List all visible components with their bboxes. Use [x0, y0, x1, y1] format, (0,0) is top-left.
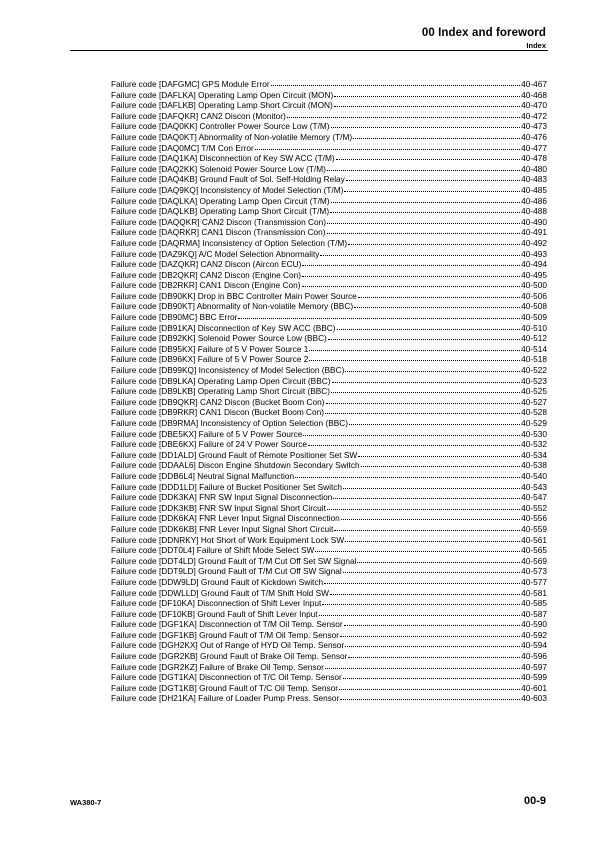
entry-title: Failure code [DAQ0KT] Abnormality of Non-volatile Memory (T/M) — [111, 131, 353, 142]
index-entry[interactable] — [111, 100, 547, 111]
entry-title: Failure code [DDK6KA] FNR Lever Input Signal Disconnection — [111, 513, 340, 524]
entry-title: Failure code [DDAAL6] Discon Engine Shutdown Secondary Switch — [111, 460, 360, 471]
dot-leader — [358, 297, 520, 298]
entry-page: 40-470 — [521, 100, 547, 111]
entry-page: 40-508 — [521, 301, 547, 312]
dot-leader — [325, 413, 520, 414]
entry-title: Failure code [DAQQKR] CAN2 Discon (Transmission Con) — [111, 216, 327, 227]
dot-leader — [302, 286, 521, 287]
entry-page: 40-556 — [521, 513, 547, 524]
entry-page: 40-488 — [521, 206, 547, 217]
entry-title: Failure code [DDK6KB] FNR Lever Input Signal Short Circuit — [111, 523, 334, 534]
entry-title: Failure code [DB9LKB] Operating Lamp Short Circuit (BBC) — [111, 386, 331, 397]
header-divider — [70, 50, 548, 51]
entry-page: 40-468 — [521, 89, 547, 100]
entry-title: Failure code [DAQ0KK] Controller Power Source Low (T/M) — [111, 121, 330, 132]
entry-page: 40-561 — [521, 534, 547, 545]
entry-page: 40-528 — [521, 407, 547, 418]
entry-page: 40-485 — [521, 184, 547, 195]
dot-leader — [348, 657, 520, 658]
dot-leader — [343, 678, 520, 679]
index-entry[interactable] — [111, 259, 547, 270]
entry-page: 40-532 — [521, 439, 547, 450]
index-entry[interactable] — [111, 672, 547, 683]
entry-title: Failure code [DAZQKR] CAN2 Discon (Aircon ECU) — [111, 259, 302, 270]
dot-leader — [320, 255, 520, 256]
entry-page: 40-596 — [521, 651, 547, 662]
entry-title: Failure code [DAQRMA] Inconsistency of Option Selection (T/M) — [111, 237, 348, 248]
entry-title: Failure code [DDT0L4] Failure of Shift Mode Select SW — [111, 545, 315, 556]
entry-title: Failure code [DAFLKB] Operating Lamp Short Circuit (MON) — [111, 100, 333, 111]
entry-page: 40-491 — [521, 227, 547, 238]
entry-title: Failure code [DAQ4KB] Ground Fault of Sol. Self-Holding Relay — [111, 174, 345, 185]
index-entry[interactable] — [111, 143, 547, 154]
entry-title: Failure code [DAFLKA] Operating Lamp Open Circuit (MON) — [111, 89, 334, 100]
index-entry[interactable] — [111, 79, 547, 90]
entry-title: Failure code [DH21KA] Failure of Loader Pump Press. Sensor — [111, 693, 340, 704]
entry-title: Failure code [DDB6L4] Neutral Signal Malfunction — [111, 470, 295, 481]
dot-leader — [340, 636, 520, 637]
entry-title: Failure code [DDK3KB] FNR SW Input Signal Short Circuit — [111, 502, 326, 513]
dot-leader — [327, 170, 520, 171]
entry-page: 40-492 — [521, 237, 547, 248]
entry-page: 40-527 — [521, 396, 547, 407]
entry-title: Failure code [DB99KQ] Inconsistency of Model Selection (BBC) — [111, 365, 345, 376]
entry-page: 40-592 — [521, 629, 547, 640]
entry-title: Failure code [DDD1LD] Failure of Bucket Positioner Set Switch — [111, 481, 343, 492]
entry-title: Failure code [DB90MC] BBC Error — [111, 312, 238, 323]
dot-leader — [255, 149, 520, 150]
index-entry[interactable] — [111, 619, 547, 630]
dot-leader — [319, 615, 521, 616]
entry-page: 40-590 — [521, 619, 547, 630]
index-entry[interactable] — [111, 174, 547, 185]
entry-title: Failure code [DB2QKR] CAN2 Discon (Engine Con) — [111, 269, 301, 280]
entry-title: Failure code [DAFQKR] CAN2 Discon (Monitor) — [111, 110, 286, 121]
dot-leader — [340, 699, 520, 700]
index-entry[interactable] — [111, 227, 547, 238]
entry-page: 40-480 — [521, 163, 547, 174]
entry-page: 40-599 — [521, 672, 547, 683]
entry-title: Failure code [DGH2KX] Out of Range of HYD Oil Temp. Sensor — [111, 640, 345, 651]
entry-page: 40-506 — [521, 290, 547, 301]
dot-leader — [339, 689, 520, 690]
index-entry[interactable] — [111, 588, 547, 599]
index-entry[interactable] — [111, 556, 547, 567]
entry-title: Failure code [DDWLLD] Ground Fault of T/M Shift Hold SW — [111, 587, 329, 598]
dot-leader — [322, 604, 520, 605]
entry-page: 40-534 — [521, 449, 547, 460]
dot-leader — [353, 138, 520, 139]
entry-page: 40-500 — [521, 280, 547, 291]
entry-page: 40-477 — [521, 142, 547, 153]
index-entry[interactable] — [111, 662, 547, 673]
entry-title: Failure code [DB9QKR] CAN2 Discon (Bucket Boom Con) — [111, 396, 325, 407]
index-entry[interactable] — [111, 111, 547, 122]
entry-page: 40-559 — [521, 523, 547, 534]
entry-page: 40-522 — [521, 365, 547, 376]
index-entry[interactable] — [111, 206, 547, 217]
entry-title: Failure code [DGF1KA] Disconnection of T/M Oil Temp. Sensor — [111, 619, 343, 630]
entry-page: 40-473 — [521, 121, 547, 132]
entry-page: 40-601 — [521, 682, 547, 693]
entry-title: Failure code [DAQLKB] Operating Lamp Short Circuit (T/M) — [111, 206, 330, 217]
index-entry[interactable] — [111, 249, 547, 260]
index-entry[interactable] — [111, 598, 547, 609]
index-entry[interactable] — [111, 217, 547, 228]
entry-title: Failure code [DB95KX] Failure of 5 V Power Source 1 — [111, 343, 309, 354]
index-entry[interactable] — [111, 566, 547, 577]
entry-page: 40-518 — [521, 354, 547, 365]
dot-leader — [287, 117, 520, 118]
entry-page: 40-486 — [521, 195, 547, 206]
dot-leader — [324, 583, 520, 584]
index-entry[interactable] — [111, 683, 547, 694]
entry-page: 40-587 — [521, 608, 547, 619]
dot-leader — [302, 265, 520, 266]
index-entry[interactable] — [111, 439, 547, 450]
index-entry[interactable] — [111, 471, 547, 482]
index-entry[interactable] — [111, 121, 547, 132]
entry-title: Failure code [DBE5KX] Failure of 5 V Power Source — [111, 428, 303, 439]
entry-page: 40-483 — [521, 174, 547, 185]
entry-page: 40-594 — [521, 640, 547, 651]
index-entry[interactable] — [111, 407, 547, 418]
entry-page: 40-581 — [521, 587, 547, 598]
entry-title: Failure code [DF10KB] Ground Fault of Shift Lever Input — [111, 608, 318, 619]
entry-page: 40-529 — [521, 418, 547, 428]
dot-leader — [302, 276, 520, 277]
index-entry[interactable] — [111, 185, 547, 196]
dot-leader — [334, 96, 520, 97]
index-entry[interactable] — [111, 354, 547, 365]
entry-page: 40-538 — [521, 460, 547, 471]
dot-leader — [348, 244, 520, 245]
dot-leader — [327, 233, 521, 234]
dot-leader — [358, 456, 520, 457]
entry-page: 40-509 — [521, 312, 547, 323]
entry-title: Failure code [DAZ9KQ] A/C Model Selection Abnormality — [111, 248, 320, 259]
index-entry[interactable] — [111, 418, 547, 429]
dot-leader — [326, 403, 521, 404]
index-entry[interactable] — [111, 577, 547, 588]
entry-title: Failure code [DGF1KB] Ground Fault of T/M Oil Temp. Sensor — [111, 629, 339, 640]
dot-leader — [308, 445, 520, 446]
dot-leader — [330, 212, 520, 213]
index-entry[interactable] — [111, 301, 547, 312]
entry-page: 40-525 — [521, 386, 547, 397]
index-entry[interactable] — [111, 323, 547, 334]
entry-title: Failure code [DB96KX] Failure of 5 V Power Source 2 — [111, 354, 309, 365]
entry-title: Failure code [DAQ1KA] Disconnection of Key SW ACC (T/M) — [111, 153, 335, 164]
section-subtitle: Index — [526, 41, 546, 50]
index-entry[interactable] — [111, 291, 547, 302]
entry-page: 40-573 — [521, 566, 547, 577]
dot-leader — [346, 180, 520, 181]
entry-title: Failure code [DB92KK] Solenoid Power Source Low (BBC) — [111, 333, 327, 344]
entry-page: 40-467 — [521, 79, 547, 89]
entry-title: Failure code [DF10KA] Disconnection of Shift Lever Input — [111, 598, 322, 609]
index-entry[interactable] — [111, 545, 547, 556]
entry-title: Failure code [DAQ2KK] Solenoid Power Source Low (T/M) — [111, 163, 326, 174]
index-entry[interactable] — [111, 196, 547, 207]
entry-title: Failure code [DGR2KZ] Failure of Brake Oil Temp. Sensor — [111, 661, 324, 672]
dot-leader — [345, 371, 520, 372]
entry-title: Failure code [DB90KT] Abnormality of Non-volatile Memory (BBC) — [111, 301, 354, 312]
model-label: WA380-7 — [70, 798, 102, 807]
entry-title: Failure code [DGT1KA] Disconnection of T/C Oil Temp. Sensor — [111, 672, 342, 683]
dot-leader — [334, 530, 520, 531]
dot-leader — [238, 318, 520, 319]
dot-leader — [333, 498, 520, 499]
entry-page: 40-543 — [521, 481, 547, 492]
index-entry[interactable] — [111, 132, 547, 143]
dot-leader — [327, 223, 520, 224]
dot-leader — [361, 466, 521, 467]
index-entry[interactable] — [111, 164, 547, 175]
entry-title: Failure code [DDT9LD] Ground Fault of T/M Cut Off SW Signal — [111, 566, 342, 577]
dot-leader — [331, 202, 521, 203]
dot-leader — [303, 435, 520, 436]
entry-page: 40-552 — [521, 502, 547, 513]
dot-leader — [327, 509, 520, 510]
index-entry[interactable] — [111, 344, 547, 355]
entry-title: Failure code [DAQRKR] CAN1 Discon (Transmission Con) — [111, 227, 326, 238]
entry-page: 40-585 — [521, 598, 547, 609]
entry-title: Failure code [DB91KA] Disconnection of Key SW ACC (BBC) — [111, 322, 336, 333]
dot-leader — [332, 382, 521, 383]
dot-leader — [345, 646, 520, 647]
entry-page: 40-472 — [521, 110, 547, 121]
dot-leader — [325, 668, 520, 669]
dot-leader — [357, 562, 520, 563]
index-entry[interactable] — [111, 376, 547, 387]
index-list — [111, 79, 547, 704]
entry-page: 40-494 — [521, 259, 547, 270]
entry-page: 40-493 — [521, 248, 547, 259]
entry-title: Failure code [DB9LKA] Operating Lamp Open Circuit (BBC) — [111, 375, 331, 386]
index-entry[interactable] — [111, 312, 547, 323]
index-entry[interactable] — [111, 524, 547, 535]
index-entry[interactable] — [111, 397, 547, 408]
index-entry[interactable] — [111, 238, 547, 249]
dot-leader — [334, 106, 520, 107]
index-entry[interactable] — [111, 651, 547, 662]
index-entry[interactable] — [111, 492, 547, 503]
dot-leader — [344, 625, 521, 626]
index-entry[interactable] — [111, 630, 547, 641]
entry-page: 40-530 — [521, 428, 547, 439]
entry-title: Failure code [DAQ0MC] T/M Con Error — [111, 142, 254, 153]
entry-page: 40-597 — [521, 661, 547, 672]
entry-page: 40-577 — [521, 576, 547, 587]
dot-leader — [336, 159, 521, 160]
dot-leader — [344, 191, 520, 192]
dot-leader — [309, 350, 520, 351]
entry-title: Failure code [DDW9LD] Ground Fault of Kickdown Switch — [111, 576, 324, 587]
entry-title: Failure code [DAFGMC] GPS Module Error — [111, 79, 270, 89]
entry-title: Failure code [DDT4LD] Ground Fault of T/M Cut Off Set SW Signal — [111, 555, 357, 566]
index-entry[interactable] — [111, 513, 547, 524]
index-entry[interactable] — [111, 503, 547, 514]
entry-page: 40-569 — [521, 555, 547, 566]
index-entry[interactable] — [111, 640, 547, 651]
entry-title: Failure code [DGT1KB] Ground Fault of T/C Oil Temp. Sensor — [111, 682, 339, 693]
entry-title: Failure code [DDNRKY] Hot Short of Work Equipment Lock SW — [111, 534, 345, 545]
entry-page: 40-478 — [521, 153, 547, 164]
index-entry[interactable] — [111, 450, 547, 461]
dot-leader — [328, 339, 520, 340]
index-entry[interactable] — [111, 482, 547, 493]
entry-page: 40-603 — [521, 693, 547, 704]
entry-page: 40-514 — [521, 343, 547, 354]
entry-title: Failure code [DBE6KX] Failure of 24 V Power Source — [111, 439, 307, 450]
entry-page: 40-476 — [521, 131, 547, 142]
dot-leader — [337, 329, 521, 330]
index-entry[interactable] — [111, 460, 547, 471]
dot-leader — [330, 594, 520, 595]
dot-leader — [354, 307, 520, 308]
section-title: 00 Index and foreword — [421, 27, 546, 39]
entry-page: 40-565 — [521, 545, 547, 556]
dot-leader — [331, 392, 520, 393]
dot-leader — [331, 127, 521, 128]
index-entry[interactable] — [111, 386, 547, 397]
index-entry[interactable] — [111, 693, 547, 704]
dot-leader — [345, 541, 520, 542]
index-entry[interactable] — [111, 153, 547, 164]
entry-page: 40-495 — [521, 269, 547, 280]
index-entry[interactable] — [111, 333, 547, 344]
entry-page: 40-523 — [521, 375, 547, 386]
dot-leader — [349, 424, 520, 425]
dot-leader — [309, 360, 520, 361]
entry-title: Failure code [DAQ9KQ] Inconsistency of Model Selection (T/M) — [111, 184, 344, 195]
dot-leader — [343, 572, 520, 573]
entry-page: 40-540 — [521, 470, 547, 481]
dot-leader — [315, 551, 520, 552]
index-entry[interactable] — [111, 280, 547, 291]
entry-title: Failure code [DB90KK] Drop in BBC Controller Main Power Source — [111, 290, 357, 301]
index-entry[interactable] — [111, 270, 547, 281]
page-number: 00-9 — [523, 795, 546, 807]
entry-title: Failure code [DB2RKR] CAN1 Discon (Engine Con) — [111, 280, 301, 291]
index-entry[interactable] — [111, 90, 547, 101]
entry-page: 40-512 — [521, 333, 547, 344]
entry-title: Failure code [DAQLKA] Operating Lamp Open Circuit (T/M) — [111, 195, 330, 206]
dot-leader — [343, 488, 520, 489]
dot-leader — [271, 85, 521, 86]
entry-page: 40-490 — [521, 216, 547, 227]
entry-title: Failure code [DB9RMA] Inconsistency of Option Selection (BBC) — [111, 418, 349, 428]
entry-title: Failure code [DB9RKR] CAN1 Discon (Bucket Boom Con) — [111, 407, 325, 418]
index-entry[interactable] — [111, 535, 547, 546]
entry-page: 40-547 — [521, 492, 547, 503]
entry-page: 40-510 — [521, 322, 547, 333]
dot-leader — [295, 477, 520, 478]
index-entry[interactable] — [111, 365, 547, 376]
index-entry[interactable] — [111, 429, 547, 440]
entry-title: Failure code [DGR2KB] Ground Fault of Brake Oil Temp. Sensor — [111, 651, 348, 662]
entry-title: Failure code [DD1ALD] Ground Fault of Remote Positioner Set SW — [111, 449, 358, 460]
index-entry[interactable] — [111, 609, 547, 620]
dot-leader — [341, 519, 520, 520]
entry-title: Failure code [DDK3KA] FNR SW Input Signal Disconnection — [111, 492, 333, 503]
